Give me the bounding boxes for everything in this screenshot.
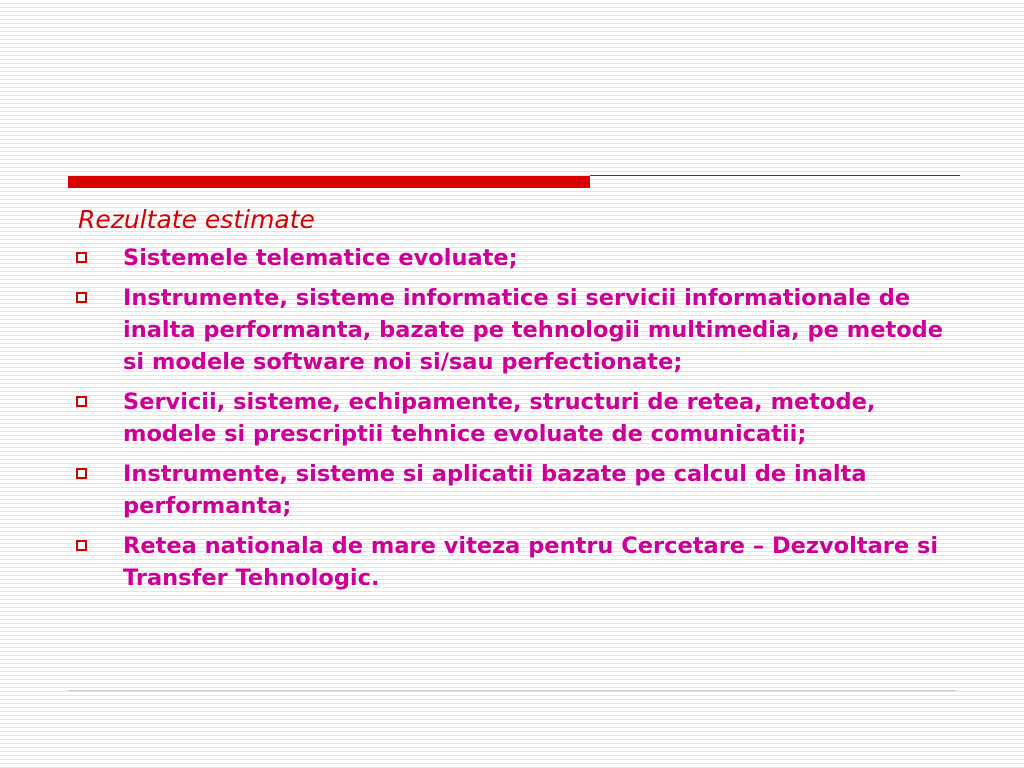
square-bullet-icon <box>76 292 87 303</box>
square-bullet-icon <box>76 468 87 479</box>
square-bullet-icon <box>76 396 87 407</box>
header-rule-thin <box>590 175 960 176</box>
bullet-list <box>76 242 956 594</box>
header-rule-thick <box>68 176 590 188</box>
bullet-text: Instrumente, sisteme informatice si servicii informationale de inalta performanta, bazate pe tehnologii multimedia, pe metode si modele software noi si/sau perfectionate; <box>123 285 944 375</box>
footer-rule <box>68 690 956 691</box>
bullet-text: Retea nationala de mare viteza pentru Cercetare – Dezvoltare si Transfer Tehnologic. <box>123 533 939 591</box>
slide-content <box>76 200 956 602</box>
bullet-item <box>76 282 956 378</box>
bullet-item <box>76 458 956 522</box>
bullet-item <box>76 386 956 450</box>
square-bullet-icon <box>76 252 87 263</box>
bullet-item <box>76 242 956 274</box>
square-bullet-icon <box>76 540 87 551</box>
slide-subtitle: Rezultate estimate <box>78 205 315 234</box>
bullet-text: Servicii, sisteme, echipamente, structuri de retea, metode, modele si prescriptii tehnice evoluate de comunicatii; <box>123 389 876 447</box>
bullet-text: Sistemele telematice evoluate; <box>123 245 518 271</box>
bullet-text: Instrumente, sisteme si aplicatii bazate pe calcul de inalta performanta; <box>123 461 867 519</box>
bullet-item <box>76 530 956 594</box>
